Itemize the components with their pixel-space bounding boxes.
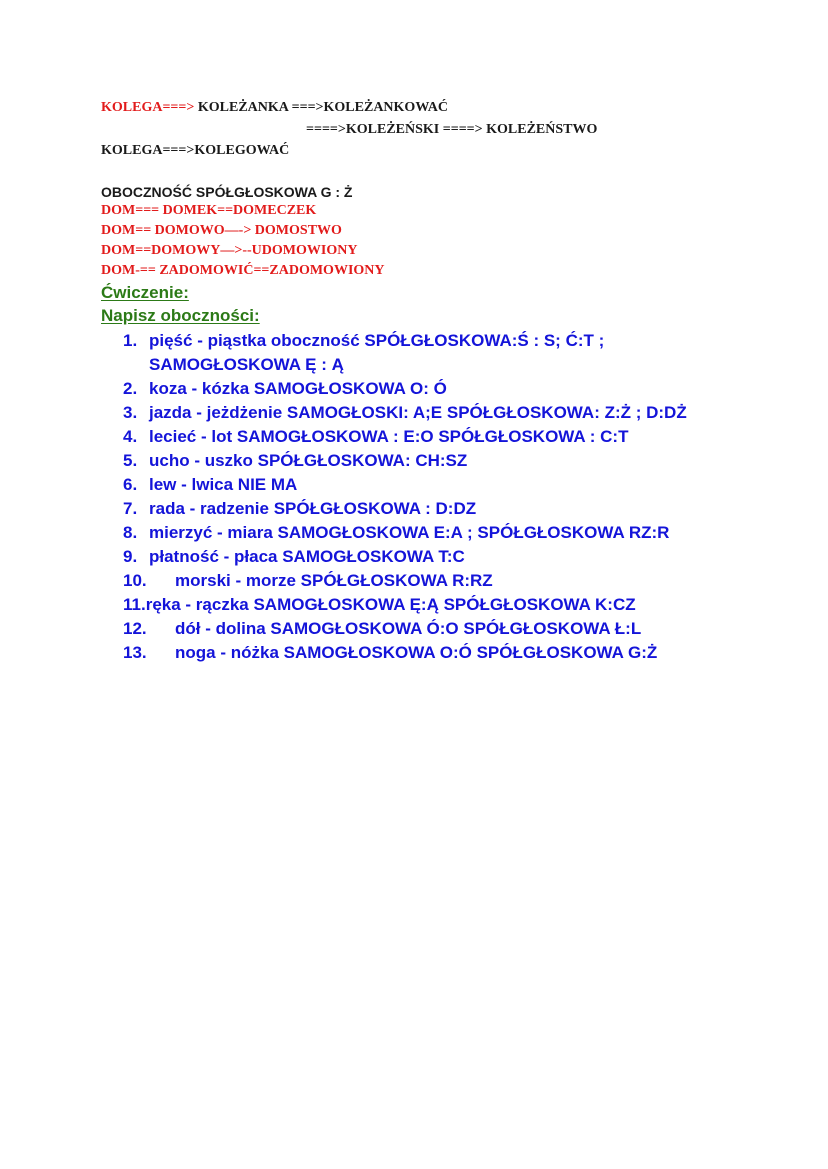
alternation-title: OBOCZNOŚĆ SPÓŁGŁOSKOWA G : Ż: [101, 184, 353, 200]
exercise-list: [123, 329, 687, 665]
dom-line-4: DOM-== ZADOMOWIĆ==ZADOMOWIONY: [101, 263, 385, 278]
list-item-text: dół - dolina SAMOGŁOSKOWA Ó:O SPÓŁGŁOSKOWA Ł:L: [175, 619, 642, 638]
word-family-line-2: ====>KOLEŻEŃSKI ====> KOLEŻEŃSTWO: [306, 122, 598, 137]
list-item: [123, 617, 687, 641]
list-item: [123, 449, 687, 473]
list-item-text: koza - kózka SAMOGŁOSKOWA O: Ó: [149, 379, 447, 398]
exercise-instruction: Napisz oboczności:: [101, 306, 260, 325]
exercise-heading: Ćwiczenie:: [101, 283, 189, 302]
list-item-number: 2.: [123, 379, 138, 398]
list-item-number: 10.: [123, 571, 147, 590]
list-item: [123, 377, 687, 401]
list-item: [123, 425, 687, 449]
list-item-text: mierzyć - miara SAMOGŁOSKOWA E:A ; SPÓŁGŁOSKOWA RZ:R: [149, 523, 670, 542]
list-item-number: 6.: [123, 475, 138, 494]
list-item-text: lew - lwica NIE MA: [149, 475, 298, 494]
list-item-number: 5.: [123, 451, 138, 470]
list-item-number: 13.: [123, 643, 147, 662]
list-item-number: 9.: [123, 547, 138, 566]
list-item: [123, 641, 687, 665]
word-family-line-3: KOLEGA===>KOLEGOWAĆ: [101, 143, 290, 158]
dom-line-2: DOM== DOMOWO—-> DOMOSTWO: [101, 223, 342, 238]
list-item: [123, 593, 687, 617]
list-item: [123, 569, 687, 593]
list-item-text: pięść - piąstka oboczność SPÓŁGŁOSKOWA:Ś : S; Ć:T ;: [149, 331, 605, 350]
list-item-number: 4.: [123, 427, 138, 446]
list-item-number: 1.: [123, 331, 138, 350]
dom-line-1: DOM=== DOMEK==DOMECZEK: [101, 203, 317, 218]
list-item: [123, 521, 687, 545]
list-item-text: jazda - jeżdżenie SAMOGŁOSKI: A;E SPÓŁGŁOSKOWA: Z:Ż ; D:DŻ: [149, 403, 687, 422]
list-item: [123, 497, 687, 521]
list-item-text: noga - nóżka SAMOGŁOSKOWA O:Ó SPÓŁGŁOSKOWA G:Ż: [175, 643, 658, 662]
word-family-line-1: [101, 98, 448, 118]
list-item: [123, 329, 687, 353]
list-item-text: ucho - uszko SPÓŁGŁOSKOWA: CH:SZ: [149, 451, 468, 470]
list-item-number: 11.: [123, 595, 146, 614]
list-item-text: płatność - płaca SAMOGŁOSKOWA T:C: [149, 547, 465, 566]
list-item-text: morski - morze SPÓŁGŁOSKOWA R:RZ: [175, 571, 493, 590]
word-family-line-1-red: KOLEGA===>: [101, 100, 195, 115]
list-item-text: rada - radzenie SPÓŁGŁOSKOWA : D:DZ: [149, 499, 477, 518]
list-item-continuation: SAMOGŁOSKOWA Ę : Ą: [149, 355, 344, 374]
word-family-line-1-rest: KOLEŻANKA ===>KOLEŻANKOWAĆ: [194, 100, 448, 115]
dom-line-3: DOM==DOMOWY—>--UDOMOWIONY: [101, 243, 358, 258]
list-item: [123, 473, 687, 497]
list-item-number: 8.: [123, 523, 138, 542]
list-item: [123, 401, 687, 425]
list-item-number: 7.: [123, 499, 138, 518]
list-item-number: 3.: [123, 403, 138, 422]
list-item: [123, 545, 687, 569]
list-item-text: lecieć - lot SAMOGŁOSKOWA : E:O SPÓŁGŁOSKOWA : C:T: [149, 427, 629, 446]
list-item-number: 12.: [123, 619, 147, 638]
list-item-text: ręka - rączka SAMOGŁOSKOWA Ę:Ą SPÓŁGŁOSKOWA K:CZ: [145, 595, 636, 614]
